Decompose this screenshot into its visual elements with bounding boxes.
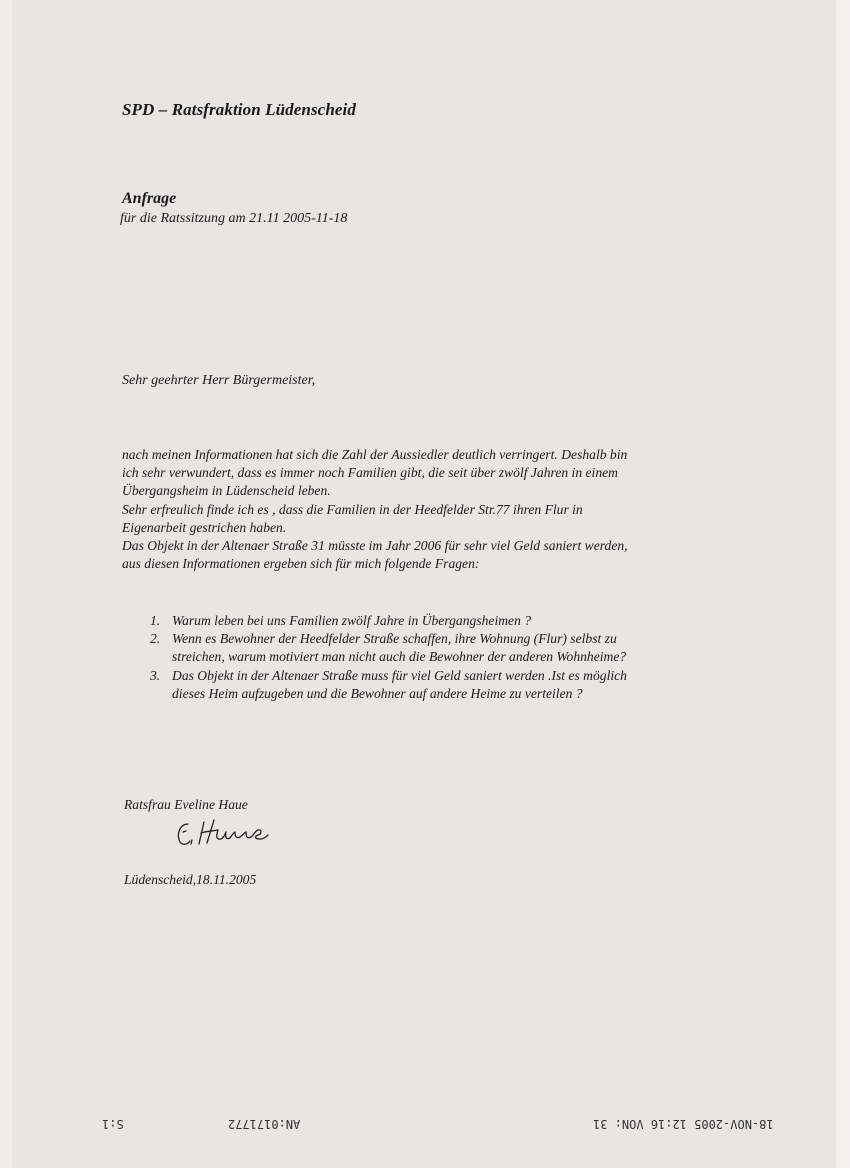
question-text: streichen, warum motiviert man nicht auch die Bewohner der anderen Wohnheime?: [172, 649, 627, 665]
question-list: [150, 612, 730, 703]
body-line: nach meinen Informationen hat sich die Zahl der Aussiedler deutlich verringert. Deshalb bin: [122, 447, 628, 462]
fax-timestamp: 18-NOV-2005 12:16 VON: 31: [593, 1117, 774, 1131]
scan-edge-right: [836, 0, 850, 1168]
question-text: dieses Heim aufzugeben und die Bewohner auf andere Heime zu verteilen ?: [172, 685, 583, 701]
salutation: Sehr geehrter Herr Bürgermeister,: [122, 373, 316, 388]
question-item: [150, 612, 730, 630]
question-item: [150, 630, 730, 666]
body-line: Übergangsheim in Lüdenscheid leben.: [122, 483, 331, 499]
subject-line: für die Ratssitzung am 21.11 2005-11-18: [120, 211, 348, 226]
body-line: aus diesen Informationen ergeben sich für mich folgende Fragen:: [122, 556, 480, 572]
scan-edge-left: [0, 0, 12, 1168]
question-text: Wenn es Bewohner der Heedfelder Straße schaffen, ihre Wohnung (Flur) selbst zu: [172, 631, 617, 647]
question-text: Warum leben bei uns Familien zwölf Jahre in Übergangsheimen ?: [172, 613, 532, 628]
question-number: 2.: [150, 631, 161, 647]
question-number: 1.: [150, 613, 161, 628]
body-line: Das Objekt in der Altenaer Straße 31 müsste im Jahr 2006 für sehr viel Geld saniert werden,: [122, 538, 628, 554]
fax-transmission-footer: [0, 1117, 850, 1139]
question-text: Das Objekt in der Altenaer Straße muss für viel Geld saniert werden .Ist es möglich: [172, 667, 627, 683]
organization-header: SPD – Ratsfraktion Lüdenscheid: [122, 100, 356, 119]
body-line: ich sehr verwundert, dass es immer noch Familien gibt, die seit über zwölf Jahren in einem: [122, 465, 618, 481]
body-line: Eigenarbeit gestrichen haben.: [122, 519, 287, 535]
place-and-date: Lüdenscheid,18.11.2005: [124, 872, 257, 887]
body-paragraph: [122, 446, 732, 573]
question-number: 3.: [150, 667, 161, 683]
fax-page-number: S:1: [102, 1117, 124, 1131]
handwritten-signature: [174, 818, 274, 855]
body-line: Sehr erfreulich finde ich es , dass die Familien in der Heedfelder Str.77 ihren Flur in: [122, 501, 583, 517]
subject-title: Anfrage: [122, 190, 177, 207]
fax-recipient-number: AN:0171772: [228, 1117, 301, 1131]
signer-name: Ratsfrau Eveline Haue: [124, 797, 248, 812]
signature-drawing: [174, 818, 274, 850]
question-item: [150, 667, 730, 703]
